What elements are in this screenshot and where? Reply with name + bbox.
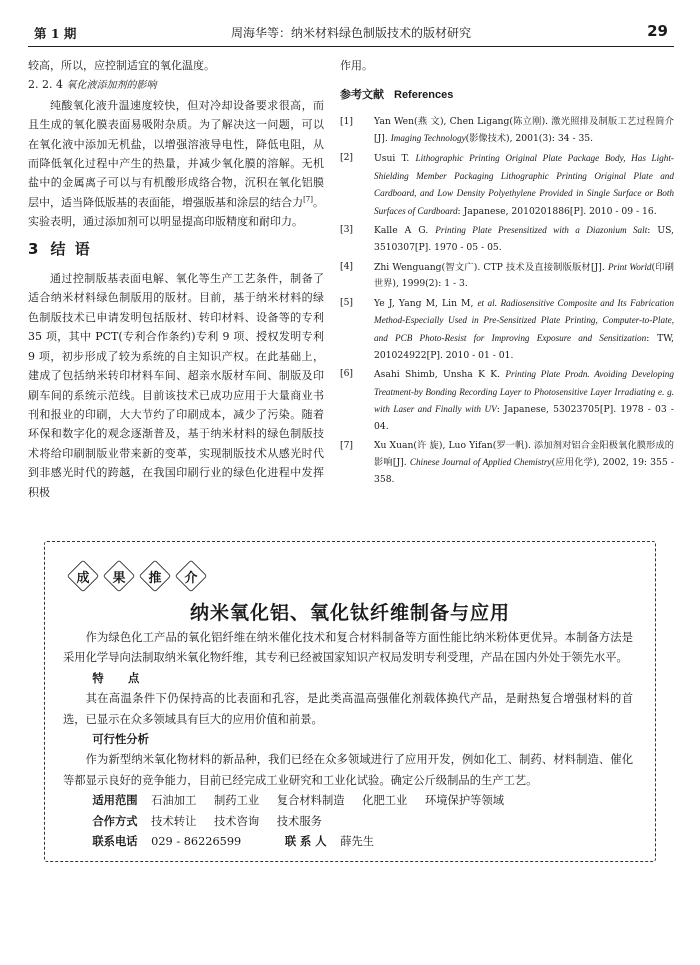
section-heading [28,240,324,259]
reference-index: [2] [340,152,354,163]
right-column [340,56,674,490]
promo-title: 纳米氧化铝、氧化钛纤维制备与应用 [189,602,510,624]
reference-title: Lithographic Printing Original Plate Package Body, Has Light-Shielding Member Packaging Lithographic Printing Original Plate and Cardboard, and Low Density Polyethylene Provided in Single Surface or Both Surfaces of Cardboard [374,153,674,216]
badge-char: 果 [112,570,126,586]
reference-index: [6] [340,368,354,380]
running-title: 周海华等：纳米材料绿色制版技术的版材研究 [230,26,471,40]
reference-index: [7] [340,439,354,451]
reference-authors: Yan Wen(燕 文), Chen Ligang(陈立刚). 激光照排及制版工艺过程简介[J]. [374,115,674,145]
reference-index: [3] [340,224,354,236]
scope-row [92,791,633,811]
badge-char: 成 [76,570,90,586]
reference-authors: Zhi Wenguang(智文广). CTP 技术及直接制版版材[J]. [374,261,608,273]
reference-details: (应用化学), 2002, 19: 355 - 358. [374,457,674,485]
reference-authors: Ye J, Yang M, Lin M, [374,297,478,309]
reference-title: Printing Plate Presensitized with a Diazonium Salt [435,225,648,236]
reference-title: Print World [607,261,652,272]
reference-item [340,295,674,364]
issue-number: 第 1 期 [34,26,77,41]
reference-index: [1] [340,115,354,127]
references-heading-cn: 参考文献 [340,89,384,102]
cooperation-row [92,812,633,832]
features-text: 其在高温条件下仍保持高的比表面和孔容，是此类高温高强催化剂载体换代产品，是耐热复合增强材料的首选，已显示在众多领域具有巨大的应用价值和前景。 [63,692,633,726]
features-heading: 特 点 [92,671,150,685]
citation[interactable]: [7] [303,195,313,204]
reference-item [340,222,674,256]
cooperation-label: 合作方式 [92,814,138,828]
paragraph-conclusion: 通过控制版基表面电解、氧化等生产工艺条件，制备了适合纳米材料绿色制版用的版材。目前，基于纳米材料的绿色制版技术已申请发明包括版材、转印材料、设备等的专利 35 项，其中 PCT(专利合作条约)专利 9 项、授权发明专利 9 项，初步形成了较为系统的自主知识产权。在此基础上，建成了包括纳米转印材料车间、超亲水版材车间、制版及印刷车间的系统示范线。目前该技术已成功应用于大量商业书刊和报业的印刷，大大节约了印刷成本，减少了污染。随着环保和数字化的观念逐渐普及，基于纳米材料的绿色制版技术将给印刷制版业带来新的变革，实现制版技术从感光时代到非感光时代的跨越，在我国印刷行业的绿色化进程中发挥积极 [28,272,324,499]
reference-list [340,114,674,488]
phone-number: 029 - 86226599 [151,835,242,849]
reference-details: : TW, 201024922[P]. 2010 - 01 - 01. [374,332,674,361]
subsection-title: 氧化液添加剂的影响 [66,80,157,92]
scope-item: 制药工业 [213,794,260,808]
reference-index: [5] [340,296,354,308]
contact-label: 联 系 人 [284,835,327,849]
reference-authors: Xu Xuan(许 旋), Luo Yifan(罗一帆). 添加剂对铝合金阳极氧化膜形成的影响[J]. [374,439,674,469]
cooperation-item: 技术服务 [276,814,322,828]
badge-char: 介 [184,570,198,586]
reference-title: et al. Radiosensitive Composite and Its Fabrication Method-Especially Used in Pre-Sensitized Plate Printing, Computer-to-Plate, and PCB Photo-Resist for Improving Exposure and Sensitization [374,297,674,343]
reference-title: Printing Plate Prodn. Avoiding Developing Treatment-by Bonding Recording Layer to Photosensitive Layer Irradiating e. g. with Laser and Finally with UV [374,369,674,415]
paragraph-additive [28,96,324,232]
reference-index: [4] [340,260,354,272]
reference-details: : Japanese, 53023705[P]. 1978 - 03 - 04. [374,404,674,432]
badge-icon [141,562,169,590]
reference-authors: Kalle A G. [374,225,436,237]
promo-intro: 作为绿色化工产品的氧化铝纤维在纳米催化技术和复合材料制备等方面性能比纳米粉体更优异。本制备方法是采用化学导向法制取纳米氧化物纤维，其专利已经被国家知识产权局发明专利受理，产品在国内外处于领先水平。 [63,631,633,665]
achievement-promo-box [44,541,656,862]
running-header [28,22,674,47]
scope-item: 复合材料制造 [276,794,345,808]
contact-person: 薛先生 [340,835,375,849]
reference-item [340,114,674,148]
cooperation-item: 技术转让 [151,814,197,828]
paragraph-additive-text: 纯酸氧化液升温速度较快，但对冷却设备要求很高，而且生成的氧化膜表面易吸附杂质。为了解决这一问题，可以在氧化液中添加无机盐，以增强溶液导电性，降低电阻，从而降低氧化过程中产生的热量，并减少氧化膜的溶解。无机盐中的金属离子可以与有机酸形成络合物，沉积在氧化铝膜层中，适当降低版基的表面能，增强版基和涂层的结合力 [28,98,324,209]
references-heading-en: References [394,89,454,102]
subsection-number: 2. 2. 4 [28,78,63,92]
reference-details: : Japanese, 2010201886[P]. 2010 - 09 - 16. [457,205,657,217]
phone-label: 联系电话 [92,835,138,849]
section-title: 结 语 [50,239,92,258]
badge-char: 推 [148,570,162,586]
cooperation-item: 技术咨询 [213,814,260,828]
page-number: 29 [647,22,668,40]
subsection-heading [28,75,324,95]
badge-icon [177,562,205,590]
reference-item [340,438,674,489]
promo-body [63,628,633,852]
reference-title: Chinese Journal of Applied Chemistry [409,457,552,468]
scope-label: 适用范围 [92,794,138,808]
feasibility-text: 作为新型纳米氧化物材料的新品种，我们已经在众多领域进行了应用开发，例如化工、制药、材料制造、催化等都显示良好的竞争能力，目前已经完成工业研究和工业化试验。确定公斤级制品的生产工艺。 [63,753,633,787]
reference-item [340,366,674,435]
promo-badges [69,562,205,590]
paragraph-additive-end: 。实验表明，通过添加剂可以明显提高印版精度和耐印力。 [28,195,325,229]
reference-authors: Usui T. [374,153,416,164]
reference-title: Imaging Technology [390,133,466,144]
reference-details: : US, 3510307[P]. 1970 - 05 - 05. [374,225,674,253]
reference-authors: Asahi Shimb, Unsha K K. [374,369,506,381]
badge-icon [105,562,133,590]
reference-item [340,150,674,220]
contact-row [92,832,633,852]
paragraph-continuation-right: 作用。 [340,59,373,72]
left-column [28,56,324,502]
references-heading [340,85,674,105]
reference-details: (印刷世界), 1999(2): 1 - 3. [374,261,674,290]
feasibility-heading: 可行性分析 [92,733,149,747]
section-number: 3 [28,239,41,258]
paragraph-continuation: 较高，所以，应控制适宜的氧化温度。 [28,59,215,72]
scope-item: 环境保护等领域 [424,794,505,808]
reference-details: (影像技术), 2001(3): 34 - 35. [465,133,594,145]
scope-item: 石油加工 [151,794,197,808]
reference-item [340,259,674,293]
badge-icon [69,562,97,590]
scope-item: 化肥工业 [362,794,408,808]
